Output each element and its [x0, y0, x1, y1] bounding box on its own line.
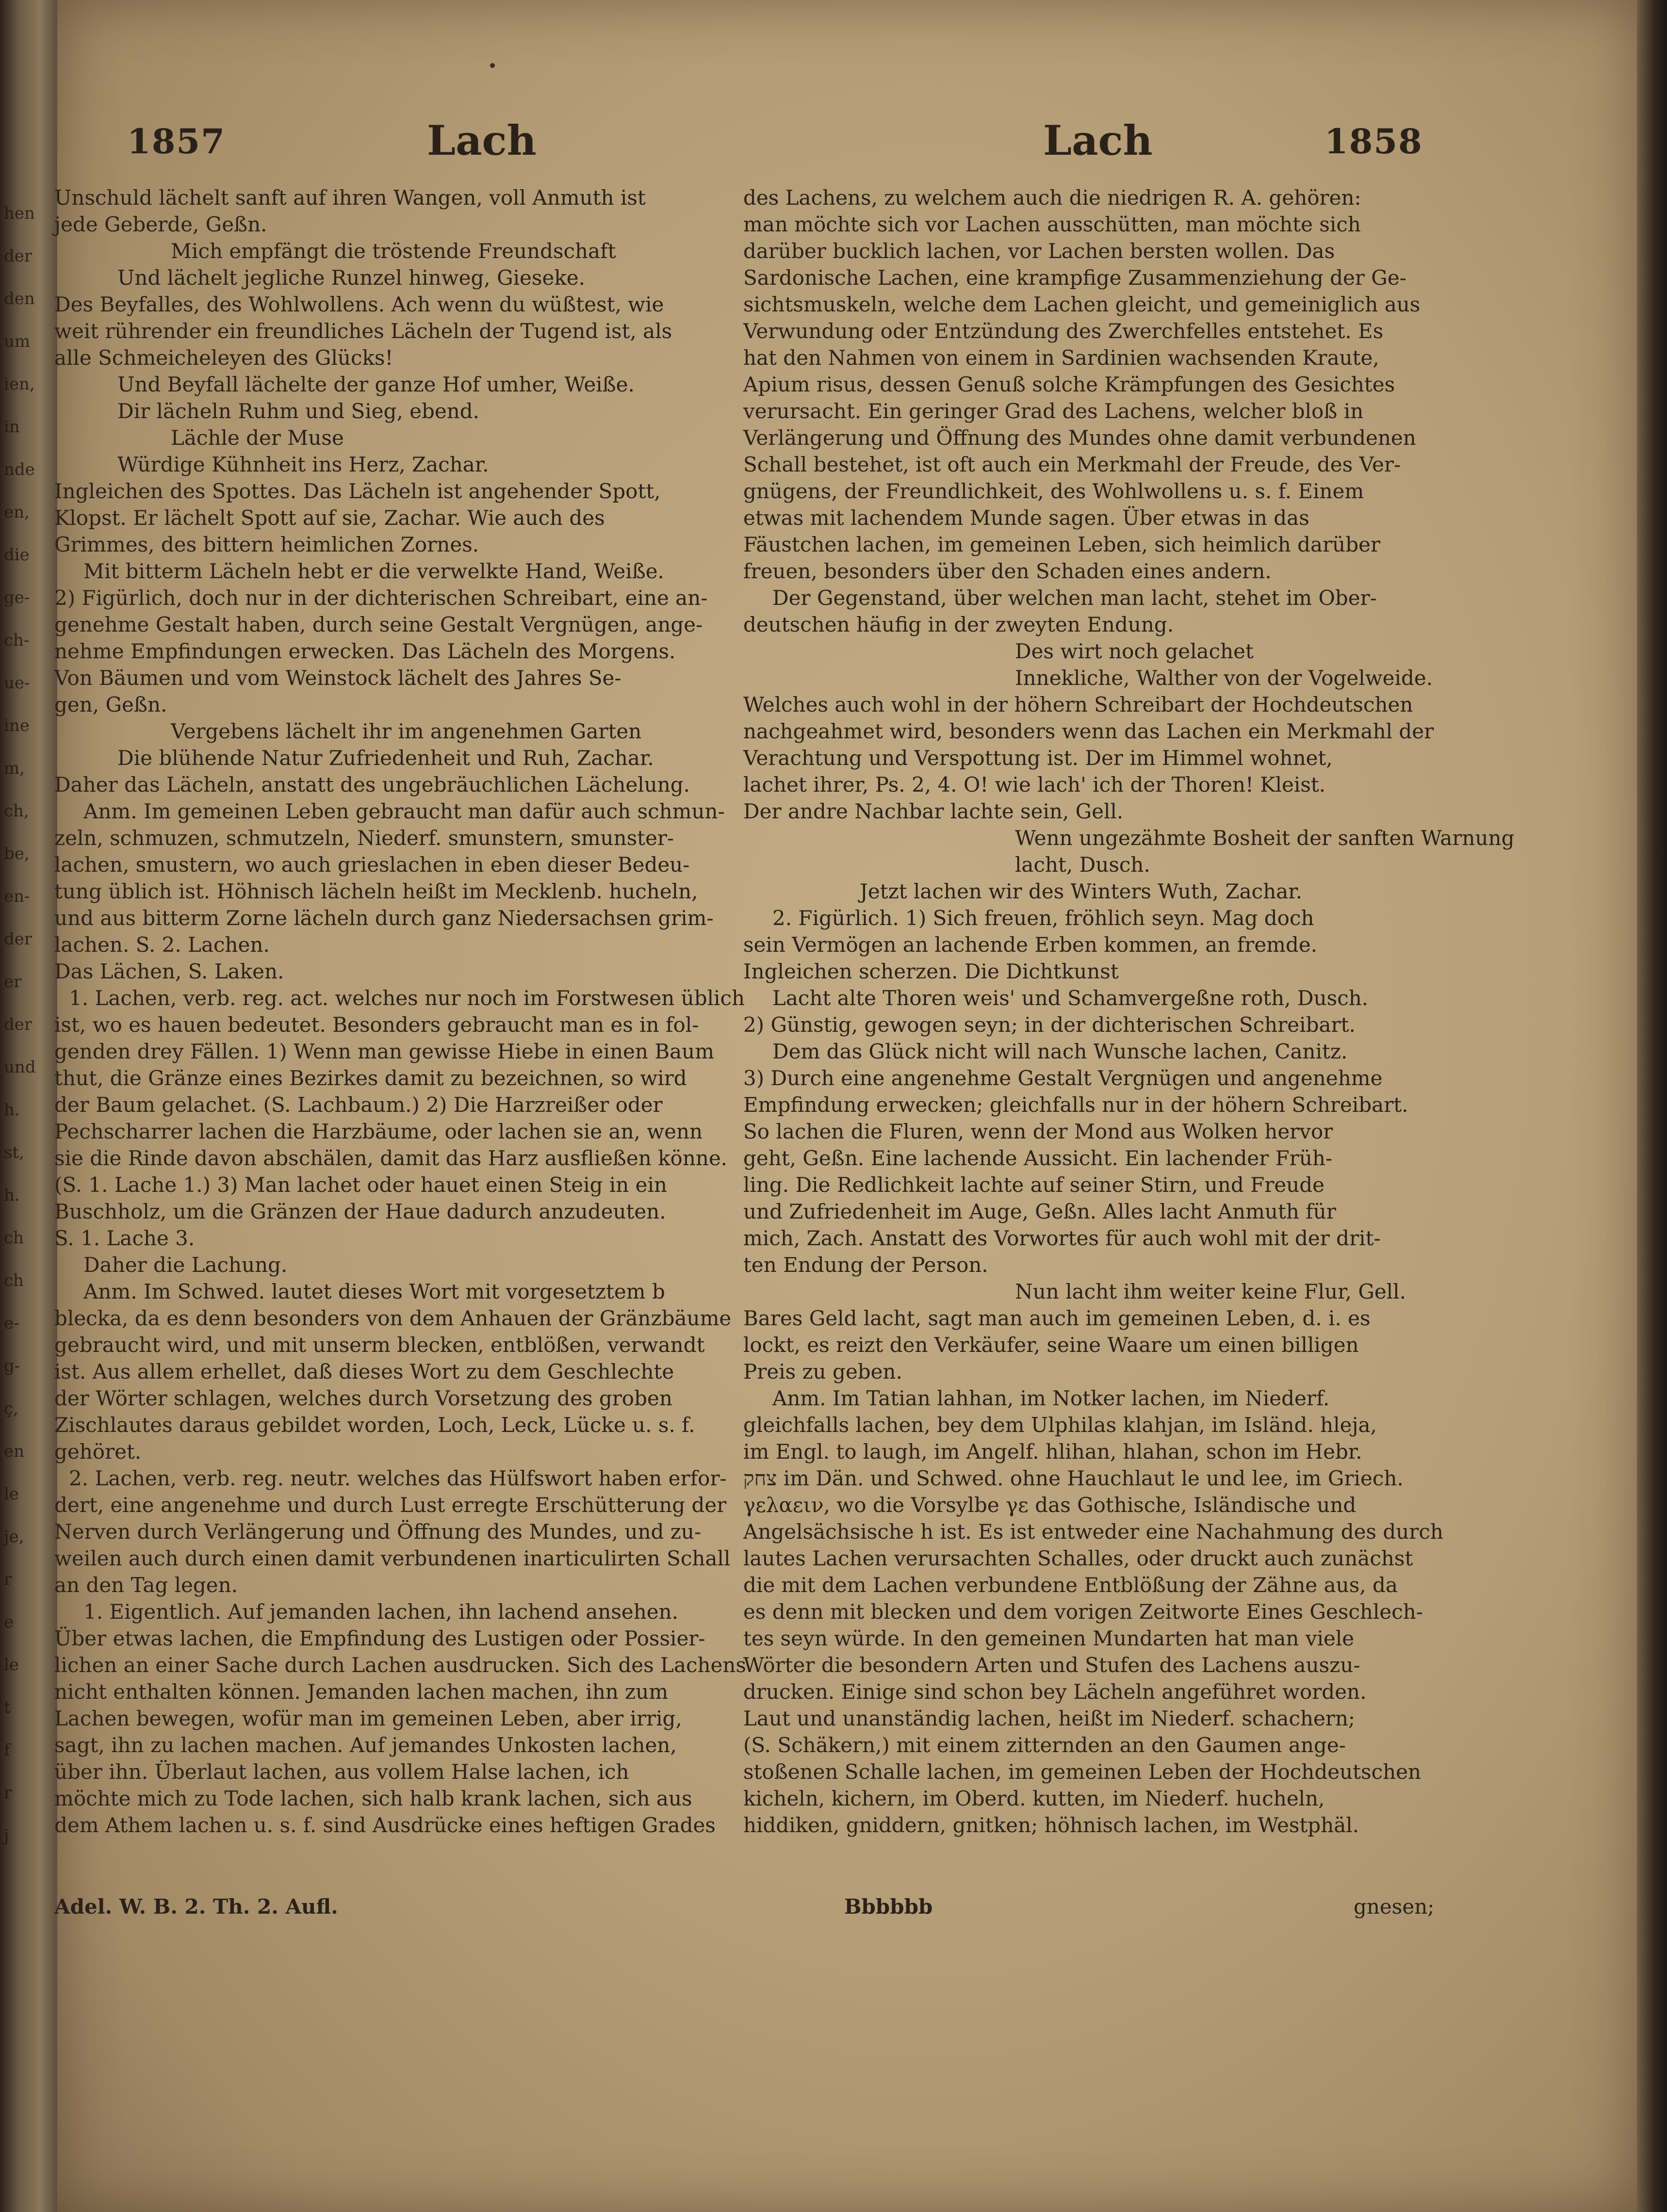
text-line: sichtsmuskeln, welche dem Lachen gleicht, und gemeiniglich aus — [743, 293, 1421, 316]
text-line: Lachen bewegen, wofür man im gemeinen Leben, aber irrig, — [54, 1707, 682, 1730]
text-line: Ingleichen scherzen. Die Dichtkunst — [743, 960, 1119, 983]
spine-text-fragment: en — [4, 1442, 25, 1461]
spine-text-fragment: r — [4, 1783, 12, 1803]
text-line: Und Beyfall lächelte der ganze Hof umher, Weiße. — [117, 373, 635, 396]
text-line: lachen, smustern, wo auch grieslachen in eben dieser Bedeu- — [54, 853, 690, 877]
text-line: Klopst. Er lächelt Spott auf sie, Zachar. Wie auch des — [54, 506, 605, 530]
page-number-right: 1858 — [1324, 121, 1423, 162]
spine-text-fragment: die — [4, 545, 30, 565]
text-line: lachet ihrer, Ps. 2, 4. O! wie lach' ich der Thoren! Kleist. — [743, 773, 1326, 797]
text-line: (S. 1. Lache 1.) 3) Man lachet oder hauet einen Steig in ein — [54, 1173, 667, 1197]
text-line: im Engl. to laugh, im Angelf. hlihan, hlahan, schon im Hebr. — [743, 1440, 1362, 1464]
text-line: drucken. Einige sind schon bey Lächeln angeführet worden. — [743, 1680, 1367, 1704]
text-line: alle Schmeicheleyen des Glücks! — [54, 346, 393, 370]
text-line: Anm. Im Schwed. lautet dieses Wort mit vorgesetztem b — [83, 1280, 665, 1303]
spine-text-fragment: der — [4, 246, 33, 266]
text-line: es denn mit blecken und dem vorigen Zeitworte Eines Geschlech- — [743, 1600, 1423, 1624]
text-line: lautes Lachen verursachten Schalles, oder druckt auch zunächst — [743, 1546, 1413, 1570]
spine-text-fragment: den — [4, 289, 35, 309]
text-line: 2. Figürlich. 1) Sich freuen, fröhlich seyn. Mag doch — [772, 906, 1314, 930]
text-line: Wenn ungezähmte Bosheit der sanften Warnung — [1015, 826, 1515, 850]
running-head-right: Lach — [1043, 116, 1153, 164]
spine-text-fragment: le — [4, 1655, 19, 1675]
spine-text-fragment: be, — [4, 844, 30, 863]
text-line: freuen, besonders über den Schaden eines andern. — [743, 559, 1272, 583]
text-line: weilen auch durch einen damit verbundenen inarticulirten Schall — [54, 1546, 731, 1570]
text-line: Verlängerung und Öffnung des Mundes ohne damit verbundenen — [743, 426, 1416, 450]
spine-text-fragment: ch — [4, 1271, 24, 1290]
spine-text-fragment: f — [4, 1740, 10, 1760]
spine-text-fragment: h. — [4, 1100, 20, 1120]
spine-text-fragment: g- — [4, 1356, 20, 1376]
text-line: hat den Nahmen von einem in Sardinien wachsenden Kraute, — [743, 346, 1379, 370]
page-right-edge — [1637, 0, 1667, 2212]
spine-text-fragment: und — [4, 1057, 36, 1077]
text-line: dem Athem lachen u. s. f. sind Ausdrücke eines heftigen Grades — [54, 1813, 716, 1837]
text-line: und aus bitterm Zorne lächeln durch ganz Niedersachsen grim- — [54, 906, 714, 930]
text-line: Anm. Im Tatian lahhan, im Notker lachen, im Niederf. — [772, 1386, 1330, 1410]
text-line: mich, Zach. Anstatt des Vorwortes für auch wohl mit der drit- — [743, 1226, 1381, 1250]
text-line: ist, wo es hauen bedeutet. Besonders gebraucht man es in fol- — [54, 1013, 699, 1037]
text-line: hiddiken, gniddern, gnitken; höhnisch lachen, im Westphäl. — [743, 1813, 1359, 1837]
signature-line: Adel. W. B. 2. Th. 2. Aufl. — [54, 1895, 338, 1919]
text-line: und Zufriedenheit im Auge, Geßn. Alles lacht Anmuth für — [743, 1200, 1336, 1223]
sheet-signature: Bbbbbb — [844, 1895, 933, 1919]
text-line: ten Endung der Person. — [743, 1253, 988, 1277]
text-line: Apium risus, dessen Genuß solche Krämpfungen des Gesichtes — [743, 373, 1395, 396]
text-line: Und lächelt jegliche Runzel hinweg, Gieseke. — [117, 266, 585, 290]
spine-text-fragment: hen — [4, 204, 35, 223]
text-line: Des Beyfalles, des Wohlwollens. Ach wenn du wüßtest, wie — [54, 293, 664, 316]
text-line: γελαειν, wo die Vorsylbe γε das Gothische, Isländische und — [743, 1493, 1356, 1517]
spine-text-fragment: t — [4, 1698, 11, 1717]
text-line: Buschholz, um die Gränzen der Haue dadurch anzudeuten. — [54, 1200, 666, 1223]
text-line: (S. Schäkern,) mit einem zitternden an den Gaumen ange- — [743, 1733, 1346, 1757]
spine-text-fragment: der — [4, 929, 33, 949]
text-line: Daher das Lächeln, anstatt des ungebräuchlichen Lächelung. — [54, 773, 690, 797]
text-line: Schall bestehet, ist oft auch ein Merkmahl der Freude, des Ver- — [743, 453, 1401, 476]
text-line: blecka, da es denn besonders von dem Anhauen der Gränzbäume — [54, 1306, 732, 1330]
text-line: kicheln, kichern, im Oberd. kutten, im Niederf. hucheln, — [743, 1787, 1325, 1810]
text-line: nehme Empfindungen erwecken. Das Lächeln des Morgens. — [54, 639, 676, 663]
text-line: verursacht. Ein geringer Grad des Lachens, welcher bloß in — [743, 399, 1364, 423]
spine-text-fragment: ine — [4, 716, 30, 735]
text-line: Mit bitterm Lächeln hebt er die verwelkte Hand, Weiße. — [83, 559, 664, 583]
text-line: gnügens, der Freundlichkeit, des Wohlwollens u. s. f. Einem — [743, 479, 1364, 503]
text-line: man möchte sich vor Lachen ausschütten, man möchte sich — [743, 212, 1361, 236]
text-line: Empfindung erwecken; gleichfalls nur in der höhern Schreibart. — [743, 1093, 1408, 1117]
text-line: Nun lacht ihm weiter keine Flur, Gell. — [1015, 1280, 1406, 1303]
text-line: Nerven durch Verlängerung und Öffnung des Mundes, und zu- — [54, 1520, 702, 1544]
text-line: Daher die Lachung. — [83, 1253, 288, 1277]
text-line: thut, die Gränze eines Bezirkes damit zu bezeichnen, so wird — [54, 1066, 687, 1090]
text-line: ling. Die Redlichkeit lachte auf seiner Stirn, und Freude — [743, 1173, 1324, 1197]
text-line: Anm. Im gemeinen Leben gebraucht man dafür auch schmun- — [83, 799, 725, 823]
spine-text-fragment: h. — [4, 1186, 20, 1205]
text-line: tes seyn würde. In den gemeinen Mundarten hat man viele — [743, 1626, 1355, 1650]
text-line: an den Tag legen. — [54, 1573, 238, 1597]
text-line: Dem das Glück nicht will nach Wunsche lachen, Canitz. — [772, 1040, 1348, 1063]
spine-text-fragment: j — [4, 1826, 9, 1845]
text-line: Die blühende Natur Zufriedenheit und Ruh, Zachar. — [117, 746, 654, 770]
text-line: des Lachens, zu welchem auch die niedrigen R. A. gehören: — [743, 186, 1361, 210]
text-line: Dir lächeln Ruhm und Sieg, ebend. — [117, 399, 480, 423]
text-line: ist. Aus allem erhellet, daß dieses Wort zu dem Geschlechte — [54, 1360, 674, 1383]
spine-text-fragment: le — [4, 1484, 19, 1504]
text-line: 3) Durch eine angenehme Gestalt Vergnügen und angenehme — [743, 1066, 1383, 1090]
text-line: über ihn. Überlaut lachen, aus vollem Halse lachen, ich — [54, 1760, 629, 1784]
text-line: Verwundung oder Entzündung des Zwerchfelles entstehet. Es — [743, 319, 1384, 343]
text-line: darüber bucklich lachen, vor Lachen bersten wollen. Das — [743, 239, 1335, 263]
text-line: Zischlautes daraus gebildet worden, Loch, Leck, Lücke u. s. f. — [54, 1413, 695, 1437]
text-line: Des wirt noch gelachet — [1015, 639, 1254, 663]
spine-text-fragment: ge- — [4, 588, 30, 607]
text-line: Bares Geld lacht, sagt man auch im gemeinen Leben, d. i. es — [743, 1306, 1371, 1330]
text-line: nicht enthalten können. Jemanden lachen machen, ihn zum — [54, 1680, 669, 1704]
spine-text-fragment: ç, — [4, 1399, 18, 1418]
left-text-column — [54, 184, 747, 1838]
text-line: 2) Figürlich, doch nur in der dichterischen Schreibart, eine an- — [54, 586, 708, 610]
spine-text-fragment: er — [4, 972, 22, 992]
spine-text-fragment: st, — [4, 1143, 24, 1162]
text-line: Mich empfängt die tröstende Freundschaft — [171, 239, 616, 263]
page-number-left: 1857 — [127, 121, 226, 162]
spine-text-fragment: in — [4, 417, 20, 437]
text-line: möchte mich zu Tode lachen, sich halb krank lachen, sich aus — [54, 1787, 692, 1810]
text-line: der Wörter schlagen, welches durch Vorsetzung des groben — [54, 1386, 672, 1410]
right-text-column — [743, 184, 1515, 1838]
text-line: Welches auch wohl in der höhern Schreibart der Hochdeutschen — [743, 693, 1413, 716]
spine-text-fragment: en, — [4, 503, 30, 522]
spine-text-fragment: en- — [4, 887, 30, 906]
text-line: Der Gegenstand, über welchen man lacht, stehet im Ober- — [772, 586, 1377, 610]
text-line: nachgeahmet wird, besonders wenn das Lachen ein Merkmahl der — [743, 719, 1434, 743]
text-line: die mit dem Lachen verbundene Entblößung der Zähne aus, da — [743, 1573, 1398, 1597]
text-line: Über etwas lachen, die Empfindung des Lustigen oder Possier- — [54, 1626, 705, 1650]
text-line: zeln, schmuzen, schmutzeln, Niederf. smunstern, smunster- — [54, 826, 674, 850]
catchword: gnesen; — [1354, 1895, 1435, 1919]
text-line: Verachtung und Verspottung ist. Der im Himmel wohnet, — [743, 746, 1333, 770]
spine-text-fragment: r — [4, 1570, 12, 1589]
text-line: lachen. S. 2. Lachen. — [54, 933, 270, 957]
running-head-left: Lach — [427, 116, 537, 164]
text-line: Unschuld lächelt sanft auf ihren Wangen, voll Anmuth ist — [54, 186, 646, 210]
text-line: Würdige Kühnheit ins Herz, Zachar. — [117, 453, 489, 476]
text-line: lacht, Dusch. — [1015, 853, 1150, 877]
text-line: Angelsächsische h ist. Es ist entweder eine Nachahmung des durch — [743, 1520, 1443, 1544]
text-line: 2. Lachen, verb. reg. neutr. welches das Hülfswort haben erfor- — [69, 1466, 727, 1490]
text-line: Lacht alte Thoren weis' und Schamvergeßne roth, Dusch. — [772, 986, 1369, 1010]
text-line: genehme Gestalt haben, durch seine Gestalt Vergnügen, ange- — [54, 613, 703, 636]
text-line: weit rührender ein freundliches Lächeln der Tugend ist, als — [54, 319, 672, 343]
text-line: Jetzt lachen wir des Winters Wuth, Zachar. — [860, 879, 1303, 903]
text-line: sie die Rinde davon abschälen, damit das Harz ausfließen könne. — [54, 1146, 728, 1170]
text-line: Lächle der Muse — [171, 426, 344, 450]
text-line: צחק im Dän. und Schwed. ohne Hauchlaut le und lee, im Griech. — [743, 1466, 1404, 1490]
text-line: sein Vermögen an lachende Erben kommen, an fremde. — [743, 933, 1318, 957]
text-line: genden drey Fällen. 1) Wenn man gewisse Hiebe in einen Baum — [54, 1040, 715, 1063]
spine-text-fragment: um — [4, 332, 31, 351]
text-line: gebraucht wird, und mit unserm blecken, entblößen, verwandt — [54, 1333, 705, 1357]
text-line: Vergebens lächelt ihr im angenehmen Garten — [171, 719, 642, 743]
text-line: lockt, es reizt den Verkäufer, seine Waare um einen billigen — [743, 1333, 1359, 1357]
text-line: Pechscharrer lachen die Harzbäume, oder lachen sie an, wenn — [54, 1120, 703, 1143]
text-line: sagt, ihn zu lachen machen. Auf jemandes Unkosten lachen, — [54, 1733, 677, 1757]
text-line: stoßenen Schalle lachen, im gemeinen Leben der Hochdeutschen — [743, 1760, 1422, 1784]
text-line: Grimmes, des bittern heimlichen Zornes. — [54, 533, 479, 556]
text-line: 1. Lachen, verb. reg. act. welches nur noch im Forstwesen üblich — [69, 986, 745, 1010]
spine-text-fragment: ch, — [4, 801, 29, 821]
text-line: tung üblich ist. Höhnisch lächeln heißt im Mecklenb. hucheln, — [54, 879, 698, 903]
text-line: dert, eine angenehme und durch Lust erregte Erschütterung der — [54, 1493, 727, 1517]
text-line: der Baum gelachet. (S. Lachbaum.) 2) Die Harzreißer oder — [54, 1093, 663, 1117]
spine-text-fragment: e- — [4, 1314, 19, 1333]
text-line: gen, Geßn. — [54, 693, 167, 716]
text-line: geht, Geßn. Eine lachende Aussicht. Ein lachender Früh- — [743, 1146, 1333, 1170]
text-line: S. 1. Lache 3. — [54, 1226, 195, 1250]
ink-dot — [490, 63, 495, 68]
text-line: Wörter die besondern Arten und Stufen des Lachens auszu- — [743, 1653, 1360, 1677]
spine-text-fragment: je, — [4, 1527, 24, 1546]
text-line: Laut und unanständig lachen, heißt im Niederf. schachern; — [743, 1707, 1356, 1730]
text-line: So lachen die Fluren, wenn der Mond aus Wolken hervor — [743, 1120, 1333, 1143]
spine-text-fragment: der — [4, 1015, 33, 1034]
text-line: Sardonische Lachen, eine krampfige Zusammenziehung der Ge- — [743, 266, 1406, 290]
text-line: Der andre Nachbar lachte sein, Gell. — [743, 799, 1124, 823]
text-line: Das Lächen, S. Laken. — [54, 960, 284, 983]
spine-text-fragment: ien, — [4, 374, 35, 394]
text-line: 1. Eigentlich. Auf jemanden lachen, ihn lachend ansehen. — [83, 1600, 679, 1624]
text-line: lichen an einer Sache durch Lachen ausdrucken. Sich des Lachens — [54, 1653, 747, 1677]
spine-text-fragment: ue- — [4, 673, 30, 693]
text-line: Innekliche, Walther von der Vogelweide. — [1015, 666, 1433, 690]
text-line: deutschen häufig in der zweyten Endung. — [743, 613, 1174, 636]
text-line: etwas mit lachendem Munde sagen. Über etwas in das — [743, 506, 1309, 530]
spine-text-fragment: e — [4, 1612, 14, 1632]
text-line: Ingleichen des Spottes. Das Lächeln ist angehender Spott, — [54, 479, 661, 503]
text-line: Preis zu geben. — [743, 1360, 902, 1383]
text-line: gehöret. — [54, 1440, 142, 1464]
spine-text-fragment: ch- — [4, 631, 30, 650]
text-line: Fäustchen lachen, im gemeinen Leben, sich heimlich darüber — [743, 533, 1381, 556]
text-line: gleichfalls lachen, bey dem Ulphilas klahjan, im Isländ. hleja, — [743, 1413, 1377, 1437]
text-line: jede Geberde, Geßn. — [54, 212, 267, 236]
text-line: 2) Günstig, gewogen seyn; in der dichterischen Schreibart. — [743, 1013, 1356, 1037]
spine-text-fragment: m, — [4, 759, 25, 778]
book-spine-edge — [0, 0, 57, 2212]
text-line: Von Bäumen und vom Weinstock lächelt des Jahres Se- — [54, 666, 621, 690]
spine-text-fragment: nde — [4, 460, 35, 479]
spine-text-fragment: ch — [4, 1228, 24, 1248]
